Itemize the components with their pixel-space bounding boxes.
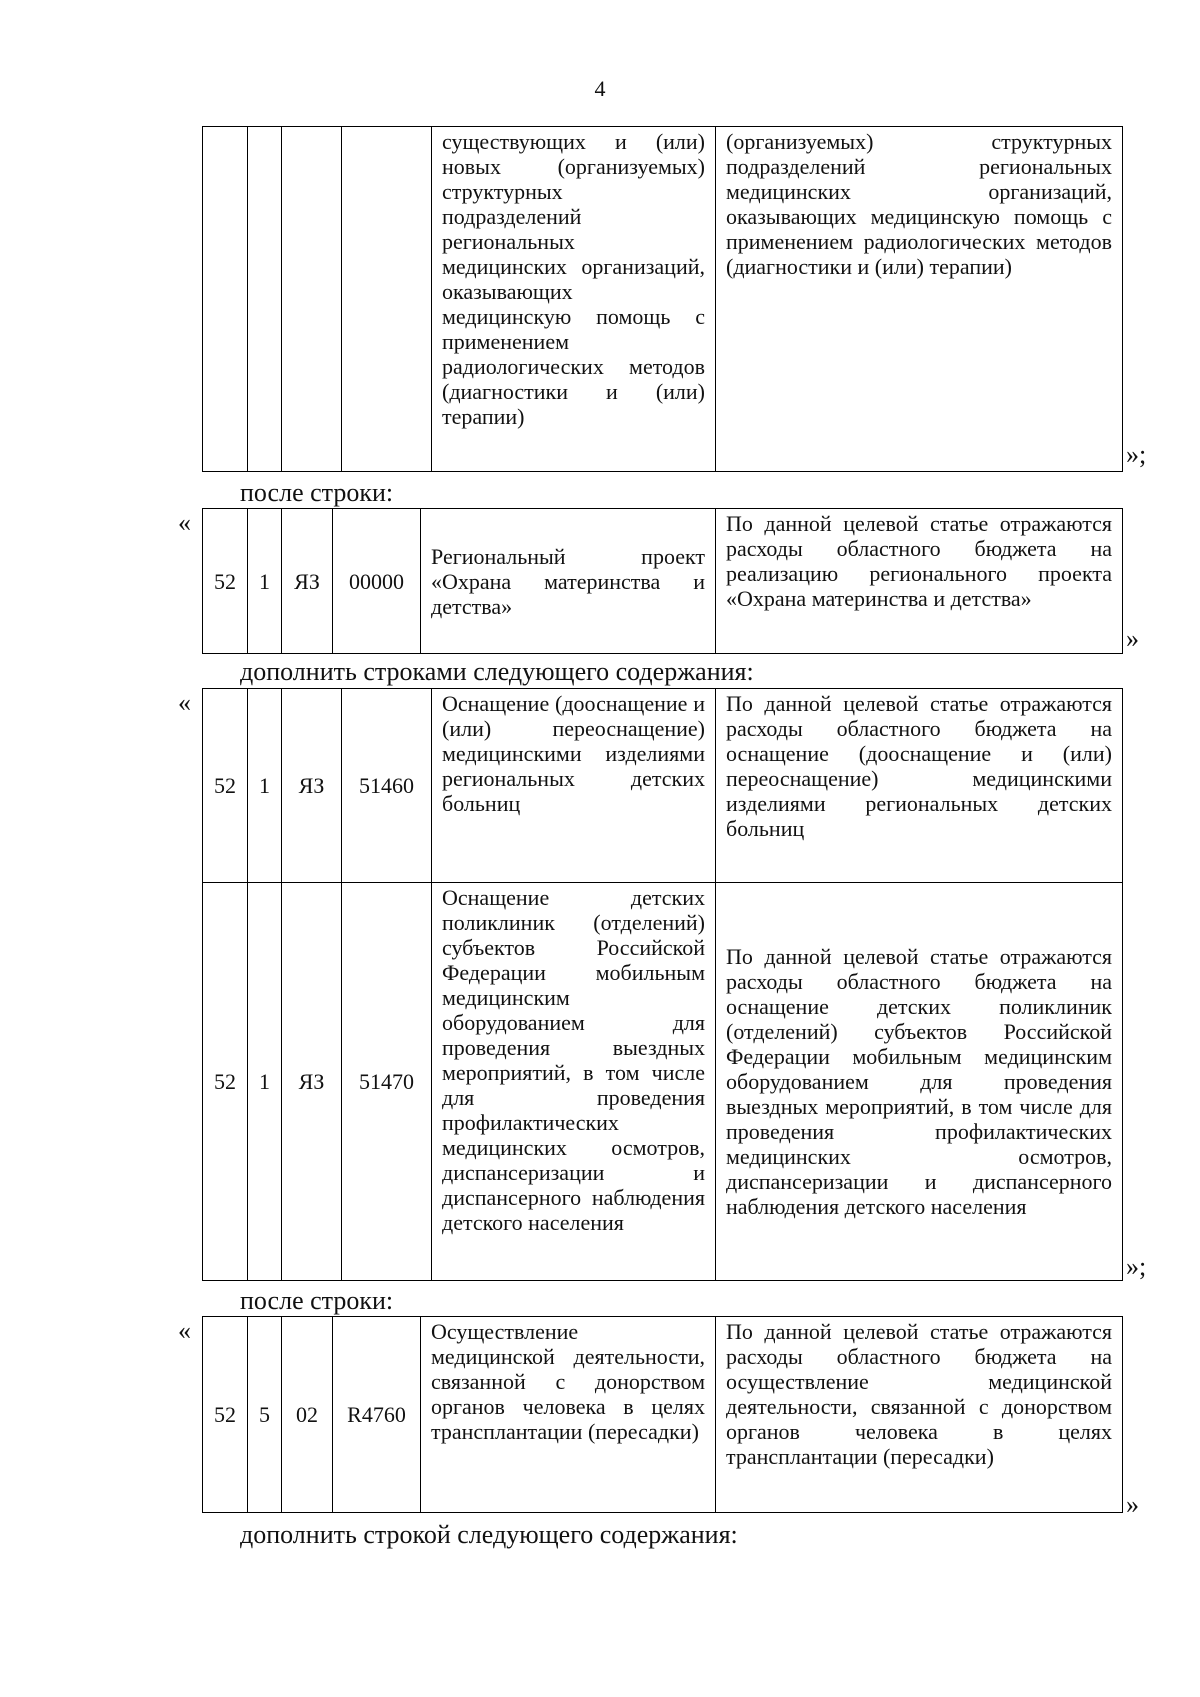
description-cell: Оснащение детских поликлиник (отделений) субъектов Российской Федерации мобильным медицинским оборудованием для проведения выездных мероприятий, в том числе для проведения профилактических медицинских осмотров, диспансеризации и диспансерного наблюдения детского населения (432, 883, 716, 1281)
table-row (203, 1317, 1123, 1513)
description-cell: Осуществление медицинской деятельности, связанной с донорством органов человека в целях трансплантации (пересадки) (421, 1317, 716, 1513)
code-cell: 52 (203, 883, 248, 1281)
instruction-text: после строки: (240, 478, 394, 507)
code-cell: ЯЗ (282, 689, 342, 883)
description-cell: Региональный проект «Охрана материнства и детства» (421, 509, 716, 654)
close-quote: » (1126, 624, 1139, 653)
table-block-3 (202, 688, 1123, 1281)
explanation-cell: По данной целевой статье отражаются расходы областного бюджета на оснащение (дооснащение и (или) переоснащение) медицинскими изделиями региональных детских больниц (716, 689, 1123, 883)
code-cell (342, 127, 432, 472)
table-row (203, 689, 1123, 883)
description-cell: Оснащение (дооснащение и (или) переоснащение) медицинскими изделиями региональных детских больниц (432, 689, 716, 883)
page-number: 4 (594, 76, 606, 101)
open-quote: « (178, 508, 191, 537)
table-row (203, 127, 1123, 472)
table-block-2 (202, 508, 1123, 654)
code-cell (282, 127, 342, 472)
code-cell: 52 (203, 509, 248, 654)
code-cell: 5 (248, 1317, 282, 1513)
table-block-4 (202, 1316, 1123, 1513)
table-row (203, 883, 1123, 1281)
code-cell: 1 (248, 883, 282, 1281)
explanation-cell: По данной целевой статье отражаются расходы областного бюджета на осуществление медицинской деятельности, связанной с донорством органов человека в целях трансплантации (пересадки) (716, 1317, 1123, 1513)
code-cell: 51470 (342, 883, 432, 1281)
table-row (203, 509, 1123, 654)
code-cell: 52 (203, 1317, 248, 1513)
table-continuation (202, 126, 1123, 472)
instruction-text: дополнить строками следующего содержания: (240, 657, 754, 686)
code-cell: R4760 (333, 1317, 421, 1513)
explanation-cell: По данной целевой статье отражаются расходы областного бюджета на реализацию регионального проекта «Охрана материнства и детства» (716, 509, 1123, 654)
instruction-text: после строки: (240, 1286, 394, 1315)
code-cell: ЯЗ (282, 509, 333, 654)
open-quote: « (178, 1316, 191, 1345)
instruction-text: дополнить строкой следующего содержания: (240, 1520, 738, 1549)
code-cell (203, 127, 248, 472)
open-quote: « (178, 688, 191, 717)
code-cell: 1 (248, 689, 282, 883)
explanation-cell: По данной целевой статье отражаются расходы областного бюджета на оснащение детских поликлиник (отделений) субъектов Российской Федерации мобильным медицинским оборудованием для проведения выездных мероприятий, в том числе для проведения профилактических медицинских осмотров, диспансеризации и диспансерного наблюдения детского населения (716, 883, 1123, 1281)
close-quote: »; (1126, 440, 1147, 469)
explanation-cell: (организуемых) структурных подразделений региональных медицинских организаций, оказывающих медицинскую помощь с применением радиологических методов (диагностики и (или) терапии) (716, 127, 1123, 472)
code-cell: 00000 (333, 509, 421, 654)
code-cell: 52 (203, 689, 248, 883)
code-cell: ЯЗ (282, 883, 342, 1281)
close-quote: » (1126, 1490, 1139, 1519)
code-cell: 51460 (342, 689, 432, 883)
code-cell (248, 127, 282, 472)
code-cell: 02 (282, 1317, 333, 1513)
description-cell: существующих и (или) новых (организуемых) структурных подразделений региональных медицинских организаций, оказывающих медицинскую помощь с применением радиологических методов (диагностики и (или) терапии) (432, 127, 716, 472)
close-quote: »; (1126, 1252, 1147, 1281)
code-cell: 1 (248, 509, 282, 654)
